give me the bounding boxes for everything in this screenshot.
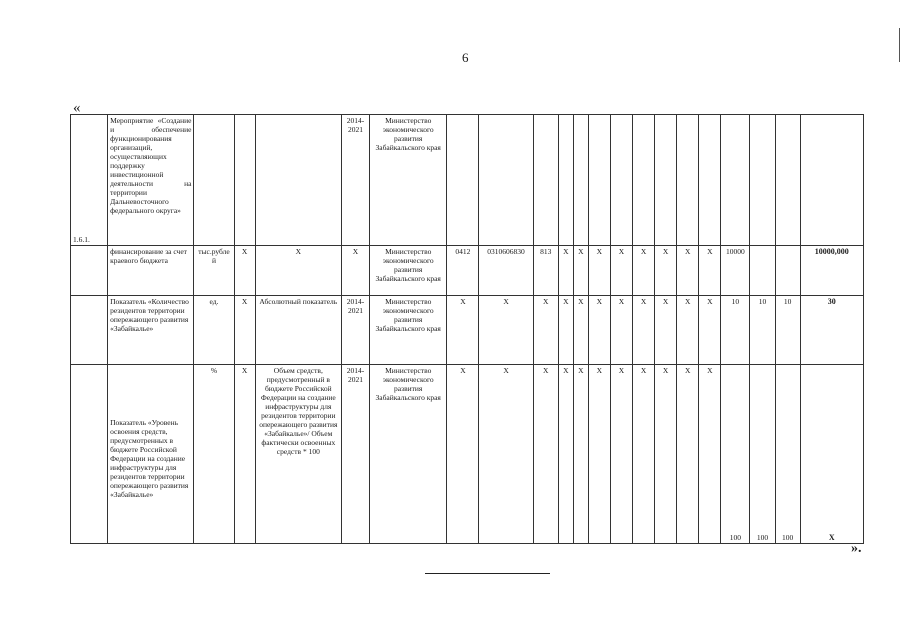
row-value-2: 100 bbox=[750, 365, 775, 544]
row-executor: Министерство экономического развития Забайкальского края bbox=[370, 115, 447, 246]
row-x-cell: X bbox=[655, 246, 677, 296]
row-x-cell bbox=[677, 115, 699, 246]
row-csr: 0310606830 bbox=[479, 246, 533, 296]
row-total: 30 bbox=[800, 296, 863, 365]
row-mark: X bbox=[234, 365, 255, 544]
row-value-1: 100 bbox=[721, 365, 750, 544]
row-code bbox=[71, 365, 108, 544]
row-x-cell: X bbox=[633, 296, 655, 365]
row-x-cell bbox=[573, 115, 588, 246]
row-unit: тыс.рублей bbox=[194, 246, 234, 296]
row-value-3: 100 bbox=[775, 365, 800, 544]
row-vr: 813 bbox=[533, 246, 558, 296]
row-unit: % bbox=[194, 365, 234, 544]
row-x-cell: X bbox=[633, 246, 655, 296]
row-executor: Министерство экономического развития Забайкальского края bbox=[370, 246, 447, 296]
row-csr: X bbox=[479, 365, 533, 544]
row-x-cell: X bbox=[699, 365, 721, 544]
row-mark bbox=[234, 115, 255, 246]
row-value-2 bbox=[750, 246, 775, 296]
row-value-3 bbox=[775, 246, 800, 296]
row-name-text: Мероприятие «Создание и обеспечение функционирования организаций, осуществляющих поддержку инвестиционной деятельности на территории Дальневосточного федерального округа» bbox=[110, 116, 192, 215]
table-row bbox=[71, 115, 864, 246]
page-number: 6 bbox=[462, 50, 469, 65]
row-x-cell bbox=[558, 115, 573, 246]
row-indicator: Объем средств, предусмотренный в бюджете Российской Федерации на создание инфраструктуры для резидентов территории опережающего развития «Забайкалье»/ Объем фактически освоенных средств * 100 bbox=[255, 365, 341, 544]
row-name bbox=[108, 365, 194, 544]
row-vr: X bbox=[533, 296, 558, 365]
row-grbs: X bbox=[447, 365, 479, 544]
row-period: X bbox=[341, 246, 369, 296]
footer-rule bbox=[425, 573, 550, 574]
row-indicator: X bbox=[255, 246, 341, 296]
row-period: 2014-2021 bbox=[341, 115, 369, 246]
row-x-cell bbox=[588, 115, 610, 246]
row-grbs: X bbox=[447, 296, 479, 365]
row-vr bbox=[533, 115, 558, 246]
row-x-cell: X bbox=[558, 365, 573, 544]
row-code bbox=[71, 296, 108, 365]
row-name bbox=[108, 115, 194, 246]
row-mark: X bbox=[234, 296, 255, 365]
row-csr bbox=[479, 115, 533, 246]
row-code bbox=[71, 246, 108, 296]
row-total: 10000,000 bbox=[800, 246, 863, 296]
row-vr: X bbox=[533, 365, 558, 544]
row-x-cell: X bbox=[610, 365, 632, 544]
row-period: 2014-2021 bbox=[341, 296, 369, 365]
row-x-cell: X bbox=[573, 365, 588, 544]
row-period: 2014-2021 bbox=[341, 365, 369, 544]
row-value-2 bbox=[750, 115, 775, 246]
program-table bbox=[70, 114, 864, 544]
row-executor: Министерство экономического развития Забайкальского края bbox=[370, 296, 447, 365]
row-value-3 bbox=[775, 115, 800, 246]
row-x-cell: X bbox=[655, 365, 677, 544]
row-total: X bbox=[800, 365, 863, 544]
row-x-cell: X bbox=[699, 296, 721, 365]
row-x-cell: X bbox=[558, 296, 573, 365]
row-total bbox=[800, 115, 863, 246]
page-edge-mark bbox=[899, 28, 900, 62]
row-name bbox=[108, 296, 194, 365]
row-x-cell: X bbox=[610, 246, 632, 296]
closing-quote: ». bbox=[851, 541, 862, 556]
row-value-1 bbox=[721, 115, 750, 246]
row-name bbox=[108, 246, 194, 296]
row-value-1: 10000 bbox=[721, 246, 750, 296]
row-x-cell bbox=[633, 115, 655, 246]
row-mark: X bbox=[234, 246, 255, 296]
row-x-cell: X bbox=[633, 365, 655, 544]
row-value-3: 10 bbox=[775, 296, 800, 365]
row-x-cell: X bbox=[677, 296, 699, 365]
row-indicator bbox=[255, 115, 341, 246]
row-value-2: 10 bbox=[750, 296, 775, 365]
row-x-cell: X bbox=[573, 246, 588, 296]
row-x-cell: X bbox=[588, 365, 610, 544]
row-x-cell: X bbox=[558, 246, 573, 296]
row-x-cell: X bbox=[699, 246, 721, 296]
row-x-cell: X bbox=[573, 296, 588, 365]
row-x-cell: X bbox=[588, 246, 610, 296]
row-x-cell: X bbox=[677, 246, 699, 296]
row-x-cell: X bbox=[655, 296, 677, 365]
row-csr: X bbox=[479, 296, 533, 365]
row-name-text: Показатель «Количество резидентов территории опережающего развития «Забайкалье» bbox=[110, 297, 189, 333]
row-grbs: 0412 bbox=[447, 246, 479, 296]
row-x-cell bbox=[655, 115, 677, 246]
table-row bbox=[71, 246, 864, 296]
row-grbs bbox=[447, 115, 479, 246]
row-executor: Министерство экономического развития Забайкальского края bbox=[370, 365, 447, 544]
row-unit bbox=[194, 115, 234, 246]
row-x-cell: X bbox=[610, 296, 632, 365]
row-x-cell: X bbox=[588, 296, 610, 365]
row-x-cell bbox=[610, 115, 632, 246]
table-row bbox=[71, 296, 864, 365]
table-row bbox=[71, 365, 864, 544]
row-name-text: финансирование за счет краевого бюджета bbox=[110, 247, 187, 265]
row-indicator: Абсолютный показатель bbox=[255, 296, 341, 365]
row-code: 1.6.1. bbox=[71, 115, 108, 246]
row-name-text: Показатель «Уровень освоения средств, предусмотренных в бюджете Российской Федерации на создание инфраструктуры для резидентов территории опережающего развития «Забайкалье» bbox=[110, 418, 189, 499]
row-x-cell: X bbox=[677, 365, 699, 544]
row-unit: ед. bbox=[194, 296, 234, 365]
opening-quote: « bbox=[73, 100, 81, 116]
row-x-cell bbox=[699, 115, 721, 246]
row-value-1: 10 bbox=[721, 296, 750, 365]
